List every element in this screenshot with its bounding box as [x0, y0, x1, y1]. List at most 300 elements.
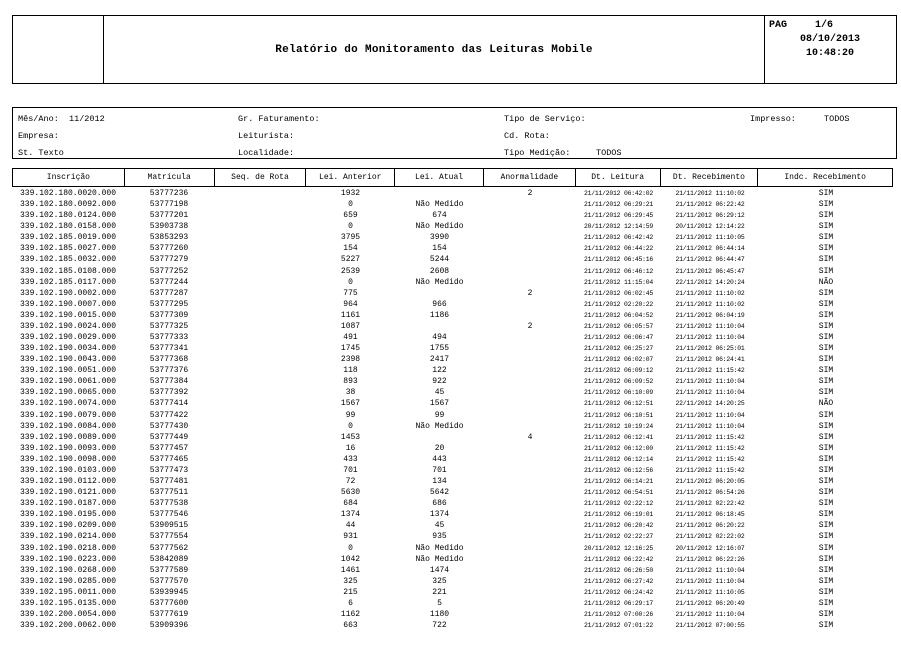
cell-inscricao: 339.102.195.0135.000 — [19, 598, 116, 608]
cell-lei-anterior: 1567 — [340, 399, 361, 409]
cell-lei-atual: 154 — [432, 244, 447, 254]
cell-inscricao: 339.102.190.0098.000 — [19, 454, 116, 464]
cell-indc-recebimento: SIM — [818, 266, 834, 276]
cell-dt-leitura: 21/11/2012 06:29:21 — [583, 201, 654, 209]
cell-dt-leitura: 21/11/2012 02:22:12 — [583, 500, 654, 508]
cell-lei-anterior: 0 — [348, 421, 353, 431]
cell-lei-anterior: 38 — [345, 388, 356, 398]
cell-lei-atual: 325 — [432, 576, 447, 586]
cell-dt-recebimento: 21/11/2012 06:18:45 — [675, 511, 745, 519]
cell-lei-anterior: 1745 — [340, 344, 361, 354]
cell-seq-rota — [214, 598, 306, 609]
cell-indc-recebimento: SIM — [818, 222, 834, 232]
cell-lei-anterior: 684 — [343, 499, 358, 509]
table-row — [12, 520, 893, 531]
cell-anormalidade — [484, 598, 576, 609]
cell-lei-atual: 5642 — [429, 488, 450, 498]
cell-dt-leitura: 21/11/2012 06:12:51 — [583, 400, 654, 408]
cell-seq-rota — [214, 277, 306, 288]
cell-lei-anterior: 1162 — [340, 609, 361, 619]
cell-indc-recebimento: SIM — [818, 543, 834, 553]
cell-anormalidade — [484, 243, 576, 254]
leiturista-label: Leiturista: — [238, 131, 295, 141]
cell-lei-anterior: 1374 — [340, 510, 361, 520]
table-body — [12, 188, 893, 631]
cell-lei-atual: 966 — [432, 299, 447, 309]
cell-seq-rota — [214, 398, 306, 409]
cell-anormalidade — [484, 310, 576, 321]
cell-indc-recebimento: SIM — [818, 576, 834, 586]
cell-dt-recebimento: 21/11/2012 11:10:05 — [675, 588, 745, 596]
table-row — [12, 565, 893, 576]
cell-inscricao: 339.102.190.0103.000 — [19, 465, 116, 475]
cell-dt-leitura: 21/11/2012 07:01:22 — [583, 622, 654, 630]
cell-seq-rota — [214, 609, 306, 620]
cell-matricula: 53777201 — [149, 211, 189, 221]
cell-anormalidade — [484, 376, 576, 387]
cell-lei-anterior: 433 — [343, 454, 358, 464]
cell-matricula: 53777430 — [149, 421, 189, 431]
cell-matricula: 53777422 — [149, 410, 189, 420]
cell-dt-leitura: 21/11/2012 11:15:04 — [583, 278, 654, 286]
cell-seq-rota — [214, 454, 306, 465]
cell-anormalidade — [484, 332, 576, 343]
cell-seq-rota — [214, 620, 306, 631]
cell-inscricao: 339.102.190.0061.000 — [19, 377, 116, 387]
cell-indc-recebimento: SIM — [818, 211, 834, 221]
cell-dt-recebimento: 21/11/2012 11:15:42 — [675, 466, 745, 474]
localidade-label: Localidade: — [238, 148, 295, 158]
cell-matricula: 53777252 — [149, 266, 189, 276]
cell-dt-leitura: 21/11/2012 06:19:01 — [583, 511, 654, 519]
cell-lei-anterior: 491 — [343, 333, 358, 343]
cell-dt-leitura: 21/11/2012 06:12:00 — [583, 444, 654, 452]
cell-dt-leitura: 21/11/2012 07:00:26 — [583, 610, 654, 618]
cell-dt-recebimento: 22/11/2012 14:20:25 — [675, 400, 745, 408]
cell-dt-leitura: 21/11/2012 06:29:17 — [583, 599, 654, 607]
cell-seq-rota — [214, 487, 306, 498]
cell-matricula: 53777376 — [149, 366, 189, 376]
cell-anormalidade — [484, 587, 576, 598]
table-row — [12, 487, 893, 498]
cell-indc-recebimento: SIM — [818, 344, 834, 354]
cell-dt-recebimento: 21/11/2012 11:10:04 — [675, 322, 745, 330]
col-header-seq-rota: Seq. de Rota — [215, 169, 307, 186]
cell-inscricao: 339.102.180.0092.000 — [19, 200, 116, 210]
cell-dt-recebimento: 21/11/2012 06:22:42 — [675, 201, 745, 209]
cell-lei-atual — [395, 432, 484, 443]
cell-matricula: 53777341 — [149, 344, 189, 354]
cell-inscricao: 339.102.190.0089.000 — [19, 432, 116, 442]
cell-lei-atual: 674 — [432, 211, 447, 221]
cell-anormalidade — [484, 509, 576, 520]
cell-anormalidade: 2 — [527, 321, 533, 331]
cell-lei-atual: 45 — [434, 388, 445, 398]
cell-dt-leitura: 21/11/2012 06:04:52 — [583, 311, 654, 319]
cell-indc-recebimento: SIM — [818, 443, 834, 453]
cell-dt-leitura: 21/11/2012 06:06:47 — [583, 334, 654, 342]
cell-matricula: 53777570 — [149, 576, 189, 586]
st-texto-label: St. Texto — [18, 148, 64, 158]
cell-indc-recebimento: SIM — [818, 454, 834, 464]
cell-lei-atual: 3990 — [429, 233, 450, 243]
cell-indc-recebimento: SIM — [818, 321, 834, 331]
cell-lei-atual: 221 — [432, 587, 447, 597]
cell-lei-anterior: 44 — [345, 521, 356, 531]
table-row — [12, 277, 893, 288]
cell-seq-rota — [214, 354, 306, 365]
col-header-indc-recebimento: Indc. Recebimento — [784, 173, 866, 182]
col-header-dt-leitura: Dt. Leitura — [576, 169, 661, 186]
cell-inscricao: 339.102.185.0032.000 — [19, 255, 116, 265]
cell-inscricao: 339.102.180.0020.000 — [19, 189, 116, 198]
table-row — [12, 266, 893, 277]
cell-inscricao: 339.102.190.0214.000 — [19, 532, 116, 542]
cell-indc-recebimento: SIM — [818, 488, 834, 498]
cell-seq-rota — [214, 587, 306, 598]
cell-dt-recebimento: 21/11/2012 06:20:22 — [675, 522, 745, 530]
page-number: 1/6 — [815, 20, 834, 31]
table-row — [12, 376, 893, 387]
cell-lei-anterior: 215 — [343, 587, 358, 597]
col-header-matricula: Matrícula — [125, 169, 215, 186]
cell-lei-anterior: 775 — [343, 288, 358, 298]
cell-seq-rota — [214, 310, 306, 321]
cell-inscricao: 339.102.190.0051.000 — [19, 366, 116, 376]
cell-anormalidade — [484, 487, 576, 498]
cell-inscricao: 339.102.190.0007.000 — [19, 299, 116, 309]
cell-matricula: 53777546 — [149, 510, 189, 520]
cell-lei-atual: 1374 — [429, 510, 450, 520]
cell-indc-recebimento: SIM — [818, 200, 834, 210]
cell-inscricao: 339.102.190.0043.000 — [19, 355, 116, 365]
cell-anormalidade — [484, 543, 576, 554]
cell-inscricao: 339.102.190.0195.000 — [19, 510, 116, 520]
cell-dt-recebimento: 21/11/2012 06:29:12 — [675, 212, 745, 220]
table-row — [12, 443, 893, 454]
cell-matricula: 53777473 — [149, 465, 189, 475]
cell-dt-leitura: 21/11/2012 06:24:42 — [583, 588, 654, 596]
cell-dt-leitura: 21/11/2012 06:10:09 — [583, 389, 654, 397]
cell-indc-recebimento: SIM — [818, 521, 834, 531]
cell-dt-recebimento: 21/11/2012 11:10:04 — [675, 334, 745, 342]
cell-seq-rota — [214, 509, 306, 520]
cell-matricula: 53777287 — [149, 288, 189, 298]
cell-dt-leitura: 21/11/2012 06:09:52 — [583, 378, 654, 386]
table-row — [12, 554, 893, 565]
cell-anormalidade — [484, 454, 576, 465]
page-title: Relatório do Monitoramento das Leituras Mobile — [275, 43, 593, 56]
cell-anormalidade — [484, 520, 576, 531]
cell-inscricao: 339.102.190.0268.000 — [19, 565, 116, 575]
table-row — [12, 509, 893, 520]
gr-faturamento-label: Gr. Faturamento: — [238, 114, 320, 124]
cell-matricula: 53777457 — [149, 443, 189, 453]
cell-dt-recebimento: 21/11/2012 11:15:42 — [675, 367, 745, 375]
col-header-dt-recebimento: Dt. Recebimento — [661, 169, 759, 186]
cell-seq-rota — [214, 520, 306, 531]
cell-lei-anterior: 72 — [345, 477, 356, 487]
cell-dt-leitura: 21/11/2012 06:22:42 — [583, 555, 654, 563]
table-row — [12, 531, 893, 542]
table-row — [12, 232, 893, 243]
cell-dt-recebimento: 21/11/2012 11:15:42 — [675, 433, 745, 441]
cell-seq-rota — [214, 443, 306, 454]
cell-inscricao: 339.102.190.0209.000 — [19, 521, 116, 531]
cell-anormalidade — [484, 554, 576, 565]
cell-anormalidade — [484, 199, 576, 210]
cell-dt-recebimento: 20/11/2012 12:16:07 — [675, 544, 745, 552]
cell-seq-rota — [214, 476, 306, 487]
cell-indc-recebimento: SIM — [818, 609, 834, 619]
cell-matricula: 53939945 — [149, 587, 189, 597]
cell-inscricao: 339.102.190.0084.000 — [19, 421, 116, 431]
cell-anormalidade — [484, 443, 576, 454]
table-header — [12, 168, 893, 187]
cell-lei-atual: 686 — [432, 499, 447, 509]
cell-dt-recebimento: 21/11/2012 11:10:02 — [675, 289, 745, 297]
cell-dt-leitura: 21/11/2012 06:12:56 — [583, 466, 654, 474]
table-row — [12, 310, 893, 321]
cell-seq-rota — [214, 543, 306, 554]
cell-lei-anterior: 0 — [348, 222, 353, 232]
cell-lei-atual: Não Medido — [415, 554, 464, 564]
cell-seq-rota — [214, 576, 306, 587]
cell-seq-rota — [214, 232, 306, 243]
cell-inscricao: 339.102.185.0108.000 — [19, 266, 116, 276]
cell-dt-recebimento: 21/11/2012 11:10:04 — [675, 577, 745, 585]
cell-dt-leitura: 21/11/2012 06:25:27 — [583, 345, 654, 353]
table-row — [12, 332, 893, 343]
cell-indc-recebimento: SIM — [818, 554, 834, 564]
cell-matricula: 53909396 — [149, 621, 189, 631]
table-row — [12, 587, 893, 598]
cell-lei-atual: 722 — [432, 621, 447, 631]
cell-inscricao: 339.102.200.0054.000 — [19, 609, 116, 619]
cell-matricula: 53777481 — [149, 477, 189, 487]
col-header-lei-anterior: Lei. Anterior — [306, 169, 395, 186]
cell-lei-anterior: 663 — [343, 621, 358, 631]
cell-matricula: 53777465 — [149, 454, 189, 464]
cell-matricula: 53777309 — [149, 310, 189, 320]
cell-inscricao: 339.102.190.0074.000 — [19, 399, 116, 409]
cell-matricula: 53909515 — [149, 521, 189, 531]
cell-lei-atual: 1186 — [429, 310, 450, 320]
cell-anormalidade — [484, 398, 576, 409]
cell-dt-recebimento: 21/11/2012 11:10:02 — [675, 190, 745, 197]
cell-indc-recebimento: SIM — [818, 465, 834, 475]
table-row — [12, 465, 893, 476]
cell-inscricao: 339.102.185.0027.000 — [19, 244, 116, 254]
cell-dt-leitura: 21/11/2012 06:12:41 — [583, 433, 654, 441]
cell-inscricao: 339.102.190.0024.000 — [19, 321, 116, 331]
table-row — [12, 210, 893, 221]
cell-dt-recebimento: 21/11/2012 06:44:14 — [675, 245, 745, 253]
cell-anormalidade — [484, 343, 576, 354]
cell-seq-rota — [214, 432, 306, 443]
cell-seq-rota — [214, 288, 306, 299]
cell-lei-atual: 5244 — [429, 255, 450, 265]
cell-anormalidade — [484, 498, 576, 509]
cell-dt-leitura: 20/11/2012 12:16:25 — [583, 544, 654, 552]
cell-matricula: 53777244 — [149, 277, 189, 287]
cell-lei-atual — [395, 321, 484, 332]
cell-indc-recebimento: SIM — [818, 377, 834, 387]
cell-lei-anterior: 931 — [343, 532, 358, 542]
report-header — [12, 15, 897, 84]
cell-dt-leitura: 21/11/2012 06:20:42 — [583, 522, 654, 530]
cell-dt-recebimento: 21/11/2012 11:10:04 — [675, 610, 745, 618]
cell-dt-recebimento: 21/11/2012 06:22:26 — [675, 555, 745, 563]
col-header-lei-atual: Lei. Atual — [395, 169, 484, 186]
cell-lei-atual: 122 — [432, 366, 447, 376]
cell-indc-recebimento: SIM — [818, 355, 834, 365]
cell-matricula: 53777554 — [149, 532, 189, 542]
cell-lei-atual — [395, 288, 484, 299]
cell-dt-leitura: 21/11/2012 02:22:27 — [583, 533, 654, 541]
cell-anormalidade — [484, 232, 576, 243]
cell-anormalidade — [484, 421, 576, 432]
cell-dt-recebimento: 21/11/2012 02:22:42 — [675, 500, 745, 508]
table-row — [12, 365, 893, 376]
cell-seq-rota — [214, 321, 306, 332]
cell-lei-anterior: 16 — [345, 443, 356, 453]
cell-anormalidade — [484, 365, 576, 376]
cell-seq-rota — [214, 465, 306, 476]
cell-anormalidade: 2 — [527, 189, 533, 198]
cell-anormalidade: 2 — [527, 288, 533, 298]
cell-dt-leitura: 21/11/2012 06:45:16 — [583, 256, 654, 264]
report-date: 08/10/2013 — [799, 34, 860, 45]
empresa-label: Empresa: — [18, 131, 59, 141]
impresso-label: Impresso: — [750, 114, 796, 124]
cell-lei-anterior: 325 — [343, 576, 358, 586]
cell-inscricao: 339.102.190.0002.000 — [19, 288, 116, 298]
cell-lei-anterior: 118 — [343, 366, 358, 376]
cell-inscricao: 339.102.190.0029.000 — [19, 333, 116, 343]
cell-dt-recebimento: 21/11/2012 06:20:49 — [675, 599, 745, 607]
cell-dt-leitura: 21/11/2012 06:44:22 — [583, 245, 654, 253]
cell-matricula: 53777538 — [149, 499, 189, 509]
cell-inscricao: 339.102.190.0065.000 — [19, 388, 116, 398]
cell-anormalidade — [484, 266, 576, 277]
cell-dt-recebimento: 21/11/2012 06:44:47 — [675, 256, 745, 264]
cell-dt-leitura: 21/11/2012 06:02:07 — [583, 356, 654, 364]
table-row — [12, 354, 893, 365]
cell-lei-anterior: 6 — [348, 598, 353, 608]
cell-matricula: 53853293 — [149, 233, 189, 243]
cell-lei-anterior: 659 — [343, 211, 358, 221]
cell-matricula: 53777392 — [149, 388, 189, 398]
cell-lei-atual: 2417 — [429, 355, 450, 365]
cell-anormalidade: 4 — [527, 432, 533, 442]
cell-indc-recebimento: SIM — [818, 299, 834, 309]
cell-dt-leitura: 21/11/2012 06:10:51 — [583, 411, 654, 419]
cell-seq-rota — [214, 299, 306, 310]
cell-matricula: 53777414 — [149, 399, 189, 409]
cd-rota-label: Cd. Rota: — [504, 131, 550, 141]
cell-anormalidade — [484, 465, 576, 476]
cell-matricula: 53777368 — [149, 355, 189, 365]
cell-seq-rota — [214, 266, 306, 277]
cell-dt-leitura: 21/11/2012 06:42:42 — [583, 234, 654, 242]
cell-seq-rota — [214, 210, 306, 221]
cell-lei-atual: 1474 — [429, 565, 450, 575]
cell-seq-rota — [214, 421, 306, 432]
tipo-medicao-value: TODOS — [596, 148, 622, 158]
table-row — [12, 254, 893, 265]
table-row — [12, 199, 893, 210]
cell-seq-rota — [214, 554, 306, 565]
cell-indc-recebimento: NÃO — [818, 399, 834, 409]
cell-dt-leitura: 21/11/2012 10:19:24 — [583, 422, 654, 430]
cell-dt-recebimento: 21/11/2012 11:10:04 — [675, 422, 745, 430]
cell-dt-leitura: 20/11/2012 12:14:59 — [583, 223, 654, 231]
cell-seq-rota — [214, 565, 306, 576]
cell-matricula: 53777384 — [149, 377, 189, 387]
table-row — [12, 609, 893, 620]
cell-indc-recebimento: SIM — [818, 621, 834, 631]
table-row — [12, 221, 893, 232]
cell-lei-atual: 99 — [434, 410, 445, 420]
logo-area — [13, 16, 104, 83]
table-row — [12, 343, 893, 354]
cell-seq-rota — [214, 498, 306, 509]
table-row — [12, 243, 893, 254]
cell-indc-recebimento: SIM — [818, 388, 834, 398]
cell-dt-recebimento: 21/11/2012 02:22:02 — [675, 533, 745, 541]
cell-matricula: 53777589 — [149, 565, 189, 575]
cell-matricula: 53777260 — [149, 244, 189, 254]
cell-inscricao: 339.102.190.0187.000 — [19, 499, 116, 509]
cell-lei-atual: Não Medido — [415, 277, 464, 287]
cell-seq-rota — [214, 531, 306, 542]
impresso-value: TODOS — [824, 114, 850, 124]
tipo-medicao-label: Tipo Medição: — [504, 148, 571, 158]
cell-matricula: 53777449 — [149, 432, 189, 442]
cell-lei-atual: 494 — [432, 333, 447, 343]
table-row — [12, 398, 893, 409]
cell-seq-rota — [214, 343, 306, 354]
tipo-servico-label: Tipo de Serviço: — [504, 114, 586, 124]
cell-lei-atual: Não Medido — [415, 421, 464, 431]
cell-dt-recebimento: 21/11/2012 06:25:01 — [675, 345, 745, 353]
cell-inscricao: 339.102.185.0019.000 — [19, 233, 116, 243]
cell-matricula: 53777333 — [149, 333, 189, 343]
cell-dt-leitura: 21/11/2012 06:12:14 — [583, 455, 654, 463]
cell-matricula: 53777600 — [149, 598, 189, 608]
cell-indc-recebimento: SIM — [818, 432, 834, 442]
cell-indc-recebimento: SIM — [818, 410, 834, 420]
cell-lei-atual: 45 — [434, 521, 445, 531]
cell-dt-recebimento: 21/11/2012 11:10:05 — [675, 234, 745, 242]
cell-indc-recebimento: SIM — [818, 499, 834, 509]
cell-dt-recebimento: 21/11/2012 11:10:04 — [675, 378, 745, 386]
cell-lei-anterior: 701 — [343, 465, 358, 475]
cell-indc-recebimento: NÃO — [818, 277, 834, 287]
cell-dt-leitura: 21/11/2012 06:14:21 — [583, 478, 654, 486]
table-row — [12, 454, 893, 465]
cell-dt-recebimento: 21/11/2012 06:54:26 — [675, 489, 745, 497]
cell-lei-atual — [395, 188, 484, 199]
cell-lei-atual: 701 — [432, 465, 447, 475]
col-header-anormalidade: Anormalidade — [484, 169, 576, 186]
cell-dt-leitura: 21/11/2012 02:20:22 — [583, 300, 654, 308]
cell-indc-recebimento: SIM — [818, 233, 834, 243]
mes-ano-label: Mês/Ano: — [18, 114, 59, 124]
cell-seq-rota — [214, 376, 306, 387]
cell-lei-atual: 2608 — [429, 266, 450, 276]
